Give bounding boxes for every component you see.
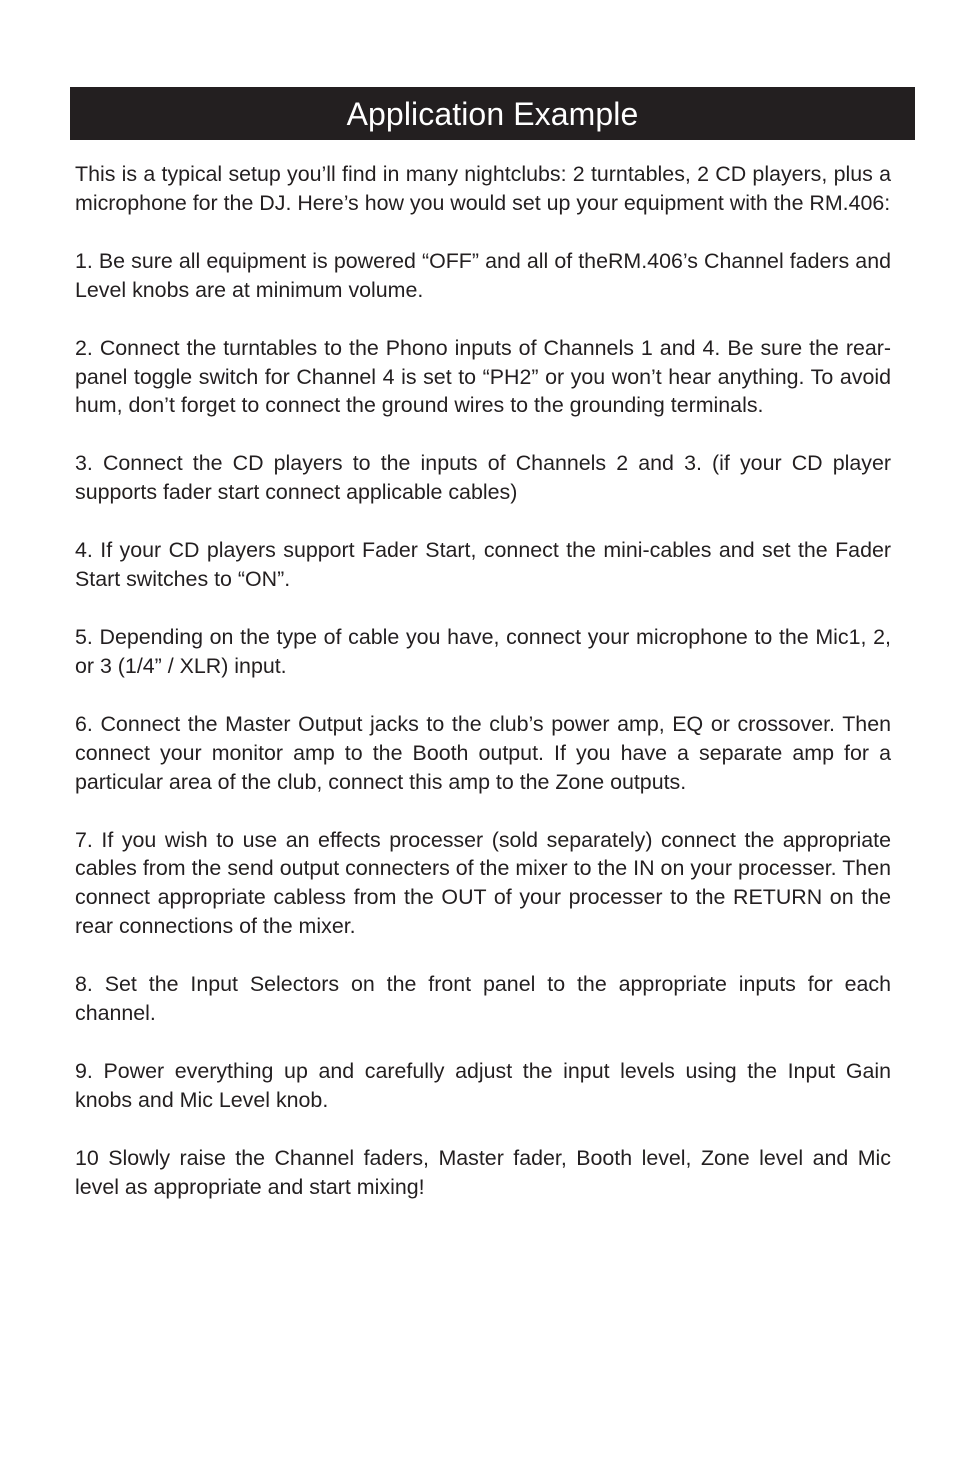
step-3-paragraph: 3. Connect the CD players to the inputs of Channels 2 and 3. (if your CD player supports fader start connect applicable cables) xyxy=(75,451,891,505)
step-10-paragraph: 10 Slowly raise the Channel faders, Master fader, Booth level, Zone level and Mic level as appropriate and start mixing! xyxy=(75,1145,891,1199)
step-4-paragraph: 4. If your CD players support Fader Start, connect the mini-cables and set the Fader Start switches to “ON”. xyxy=(75,538,891,592)
section-title-bar xyxy=(70,87,915,140)
step-5-paragraph: 5. Depending on the type of cable you have, connect your microphone to the Mic1, 2, or 3 (1/4” / XLR) input. xyxy=(75,624,891,678)
document-body xyxy=(75,160,891,1231)
step-9-paragraph: 9. Power everything up and carefully adjust the input levels using the Input Gain knobs and Mic Level knob. xyxy=(75,1058,891,1112)
page-title: Application Example xyxy=(346,95,639,132)
step-1-paragraph: 1. Be sure all equipment is powered “OFF” and all of theRM.406’s Channel faders and Level knobs are at minimum volume. xyxy=(75,248,891,302)
step-8-paragraph: 8. Set the Input Selectors on the front panel to the appropriate inputs for each channel. xyxy=(75,972,891,1026)
step-6-paragraph: 6. Connect the Master Output jacks to the club’s power amp, EQ or crossover. Then connect your monitor amp to the Booth output. If you have a separate amp for a particular area of the club, connect this amp to the Zone outputs. xyxy=(75,711,891,794)
step-2-paragraph: 2. Connect the turntables to the Phono inputs of Channels 1 and 4. Be sure the rear-panel toggle switch for Channel 4 is set to “PH2” or you won’t hear anything. To avoid hum, don’t forget to connect the ground wires to the grounding terminals. xyxy=(75,335,891,418)
intro-paragraph: This is a typical setup you’ll find in many nightclubs: 2 turntables, 2 CD players, plus a microphone for the DJ. Here’s how you would set up your equipment with the RM.406: xyxy=(75,162,891,215)
step-7-paragraph: 7. If you wish to use an effects processer (sold separately) connect the appropriate cables from the send output connecters of the mixer to the IN on your processer. Then connect appropriate cabless from the OUT of your processer to the RETURN on the rear connections of the mixer. xyxy=(75,827,891,939)
